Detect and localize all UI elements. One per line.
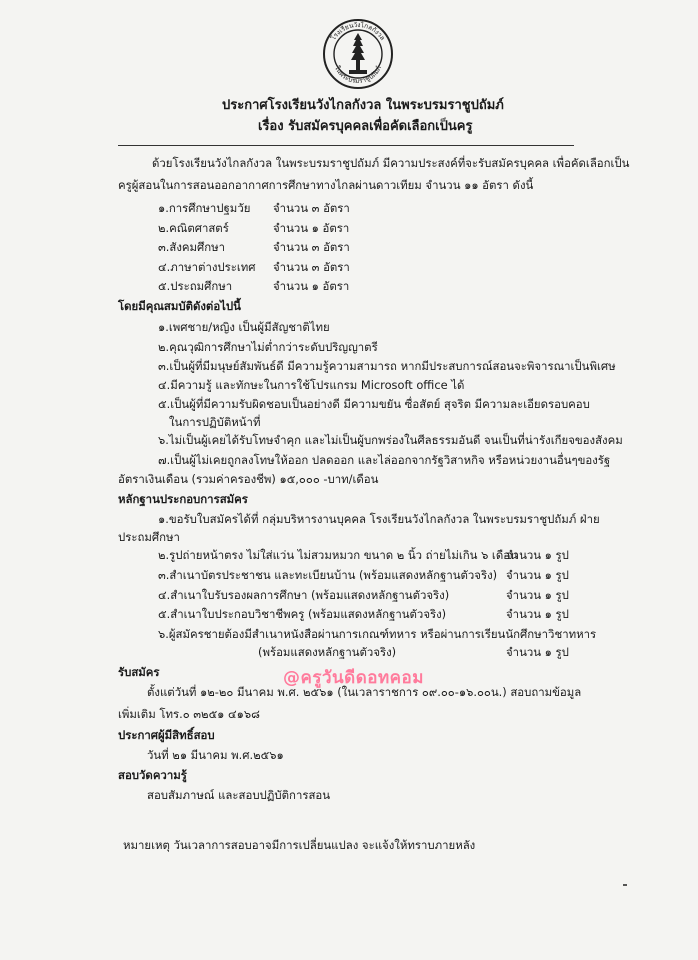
document-count: จำนวน ๑ รูป (506, 548, 569, 562)
announce-heading: ประกาศผู้มีสิทธิ์สอบ (118, 728, 215, 742)
exam-heading: สอบวัดความรู้ (118, 768, 187, 782)
qualification-item: ๑.เพศชาย/หญิง เป็นผู้มีสัญชาติไทย (158, 320, 330, 334)
qualification-item-cont: ในการปฏิบัติหน้าที่ (169, 415, 261, 429)
document-item: ๕.สำเนาใบประกอบวิชาชีพครู (พร้อมแสดงหลักฐานตัวจริง) (158, 607, 447, 621)
qualifications-heading: โดยมีคุณสมบัติดังต่อไปนี้ (118, 299, 241, 313)
application-line-2: เพิ่มเติม โทร.๐ ๓๒๕๑ ๔๑๖๘ (118, 707, 260, 721)
document-count: จำนวน ๑ รูป (506, 645, 569, 659)
position-count: จำนวน ๓ อัตรา (273, 240, 350, 254)
watermark-text: @ครูวันดีดอทคอม (283, 668, 424, 688)
intro-line-1: ด้วยโรงเรียนวังไกลกังวล ในพระบรมราชูปถัมภ์ มีความประสงค์ที่จะรับสมัครบุคคล เพื่อคัดเลือกเป็น (152, 156, 630, 170)
svg-text:ในพระบรมราชูปถัมภ์: ในพระบรมราชูปถัมภ์ (332, 64, 384, 86)
svg-text:โรงเรียนวังไกลกังวล: โรงเรียนวังไกลกังวล (329, 20, 387, 42)
school-seal-emblem (322, 18, 394, 90)
document-item-1: ๑.ขอรับใบสมัครได้ที่ กลุ่มบริหารงานบุคคล โรงเรียนวังไกลกังวล ในพระบรมราชูปถัมภ์ ฝ่าย (158, 512, 600, 526)
application-heading: รับสมัคร (118, 665, 160, 679)
qualification-item: ๖.ไม่เป็นผู้เคยได้รับโทษจำคุก และไม่เป็นผู้บกพร่องในศีลธรรมอันดี จนเป็นที่น่ารังเกียจของสังคม (158, 433, 623, 447)
position-count: จำนวน ๓ อัตรา (273, 260, 350, 274)
announcement-subject: เรื่อง รับสมัครบุคคลเพื่อคัดเลือกเป็นครู (258, 119, 473, 134)
position-name: ๑.การศึกษาปฐมวัย (158, 201, 251, 215)
qualification-item: ๕.เป็นผู้ที่มีความรับผิดชอบเป็นอย่างดี มีความขยัน ซื่อสัตย์ สุจริต มีความละเอียดรอบคอบ (158, 397, 590, 411)
announce-date: วันที่ ๒๑ มีนาคม พ.ศ.๒๕๖๑ (147, 748, 284, 762)
position-count: จำนวน ๑ อัตรา (273, 279, 350, 293)
qualification-item: ๓.เป็นผู้ที่มีมนุษย์สัมพันธ์ดี มีความรู้ความสามารถ หากมีประสบการณ์สอนจะพิจารณาเป็นพิเศษ (158, 359, 616, 373)
document-item: ๒.รูปถ่ายหน้าตรง ไม่ใส่แว่น ไม่สวมหมวก ขนาด ๒ นิ้ว ถ่ายไม่เกิน ๖ เดือน (158, 548, 518, 562)
announcement-title: ประกาศโรงเรียนวังไกลกังวล ในพระบรมราชูปถัมภ์ (222, 98, 504, 113)
position-count: จำนวน ๑ อัตรา (273, 221, 350, 235)
exam-detail: สอบสัมภาษณ์ และสอบปฏิบัติการสอน (147, 788, 331, 802)
document-count: จำนวน ๑ รูป (506, 568, 569, 582)
application-line-1: ตั้งแต่วันที่ ๑๒-๒๐ มีนาคม พ.ศ. ๒๕๖๑ (ในเวลาราชการ ๐๙.๐๐-๑๖.๐๐น.) สอบถามข้อมูล (147, 685, 582, 699)
position-name: ๔.ภาษาต่างประเทศ (158, 260, 256, 274)
qualification-item: ๗.เป็นผู้ไม่เคยถูกลงโทษให้ออก ปลดออก และไล่ออกจากรัฐวิสาหกิจ หรือหน่วยงานอื่นๆของรัฐ (158, 453, 611, 467)
position-name: ๓.สังคมศึกษา (158, 240, 226, 254)
intro-line-2: ครูผู้สอนในการสอนออกอากาศการศึกษาทางไกลผ่านดาวเทียม จำนวน ๑๑ อัตรา ดังนี้ (118, 178, 534, 192)
salary-line: อัตราเงินเดือน (รวมค่าครองชีพ) ๑๕,๐๐๐ -บาท/เดือน (118, 472, 379, 486)
document-item-6: ๖.ผู้สมัครชายต้องมีสำเนาหนังสือผ่านการเกณฑ์ทหาร หรือผ่านการเรียนนักศึกษาวิชาทหาร (158, 627, 597, 641)
scan-mark (623, 884, 627, 886)
footnote: หมายเหตุ วันเวลาการสอบอาจมีการเปลี่ยนแปลง จะแจ้งให้ทราบภายหลัง (123, 838, 476, 852)
document-item-6-cont: (พร้อมแสดงหลักฐานตัวจริง) (258, 645, 397, 659)
position-count: จำนวน ๓ อัตรา (273, 201, 350, 215)
qualification-item: ๒.คุณวุฒิการศึกษาไม่ต่ำกว่าระดับปริญญาตรี (158, 340, 378, 354)
qualification-item: ๔.มีความรู้ และทักษะในการใช้โปรแกรม Microsoft office ได้ (158, 378, 465, 392)
title-divider (118, 145, 574, 146)
documents-heading: หลักฐานประกอบการสมัคร (118, 492, 248, 506)
document-item-1-cont: ประถมศึกษา (118, 530, 180, 544)
document-count: จำนวน ๑ รูป (506, 588, 569, 602)
document-item: ๔.สำเนาใบรับรองผลการศึกษา (พร้อมแสดงหลักฐานตัวจริง) (158, 588, 450, 602)
document-count: จำนวน ๑ รูป (506, 607, 569, 621)
document-item: ๓.สำเนาบัตรประชาชน และทะเบียนบ้าน (พร้อมแสดงหลักฐานตัวจริง) (158, 568, 498, 582)
position-name: ๒.คณิตศาสตร์ (158, 221, 229, 235)
position-name: ๕.ประถมศึกษา (158, 279, 233, 293)
